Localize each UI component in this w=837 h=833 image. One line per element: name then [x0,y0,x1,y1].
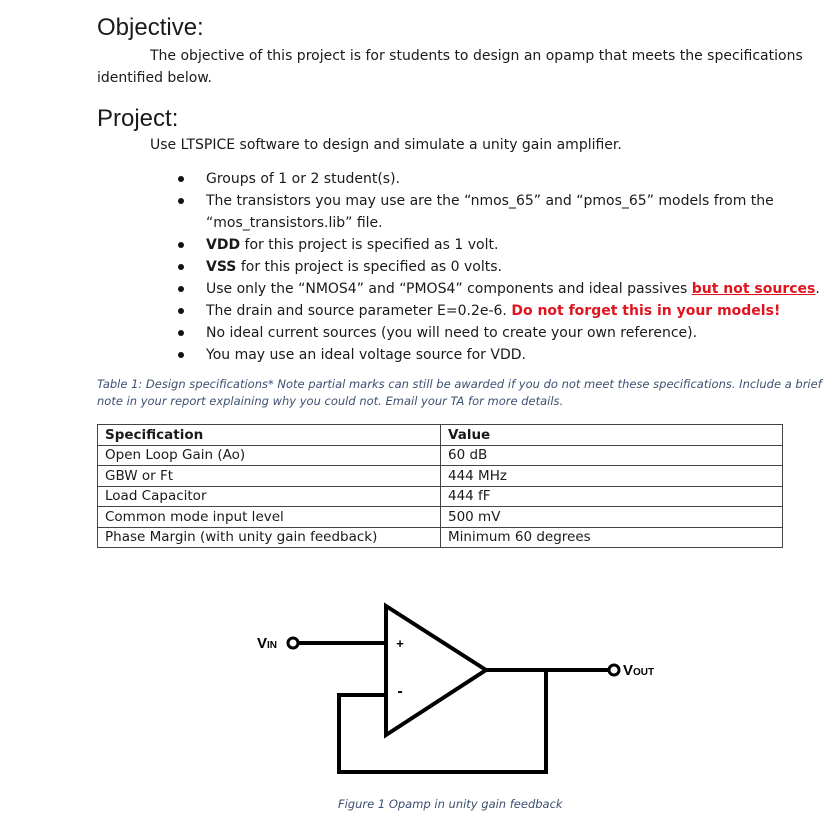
table-caption-line2: note in your report explaining why you could not. Email your TA for more details. [97,394,564,408]
components-period: . [815,281,820,297]
vss-text: for this project is specified as 0 volts. [236,259,502,275]
spec-cell: Phase Margin (with unity gain feedback) [98,527,441,548]
project-intro: Use LTSPICE software to design and simulate a unity gain amplifier. [150,137,622,153]
value-cell: 500 mV [441,507,783,528]
vout-label: VOUT [623,662,655,679]
objective-heading: Objective: [97,14,204,41]
objective-text-line1: The objective of this project is for students to design an opamp that meets the specifications [150,48,803,64]
value-cell: 60 dB [441,445,783,466]
no-sources-warning: but not sources [691,281,816,297]
vss-label: VSS [206,259,237,275]
list-item: No ideal current sources (you will need to create your own reference). [206,325,698,341]
vin-label: VIN [257,635,278,652]
spec-cell: GBW or Ft [98,466,441,487]
spec-cell: Load Capacitor [98,486,441,507]
vin-terminal [288,638,298,648]
value-cell: 444 fF [441,486,783,507]
list-item: The transistors you may use are the “nmos_65” and “pmos_65” models from the [206,193,774,209]
header-value: Value [441,425,783,446]
opamp-triangle [386,606,486,735]
vdd-text: for this project is specified as 1 volt. [240,237,499,253]
minus-sign: - [397,683,403,700]
list-item: Groups of 1 or 2 student(s). [206,171,400,187]
value-cell: 444 MHz [441,466,783,487]
spec-cell: Open Loop Gain (Ao) [98,445,441,466]
drain-source-text: The drain and source parameter E=0.2e-6. [206,303,512,319]
value-cell: Minimum 60 degrees [441,527,783,548]
table-caption-line1: Table 1: Design specifications* Note partial marks can still be awarded if you do not meet these specifications. Include a brief [97,377,822,391]
list-item: You may use an ideal voltage source for VDD. [206,347,526,363]
vout-terminal [609,665,619,675]
figure-caption: Figure 1 Opamp in unity gain feedback [338,797,563,811]
model-warning: Do not forget this in your models! [511,303,781,319]
components-text: Use only the “NMOS4” and “PMOS4” components and ideal passives [206,281,692,297]
spec-cell: Common mode input level [98,507,441,528]
project-heading: Project: [97,105,179,132]
objective-text-line2: identified below. [97,70,212,86]
header-specification: Specification [98,425,441,446]
plus-sign: + [396,636,404,651]
vdd-label: VDD [206,237,241,253]
list-item-continuation: “mos_transistors.lib” file. [206,215,383,231]
